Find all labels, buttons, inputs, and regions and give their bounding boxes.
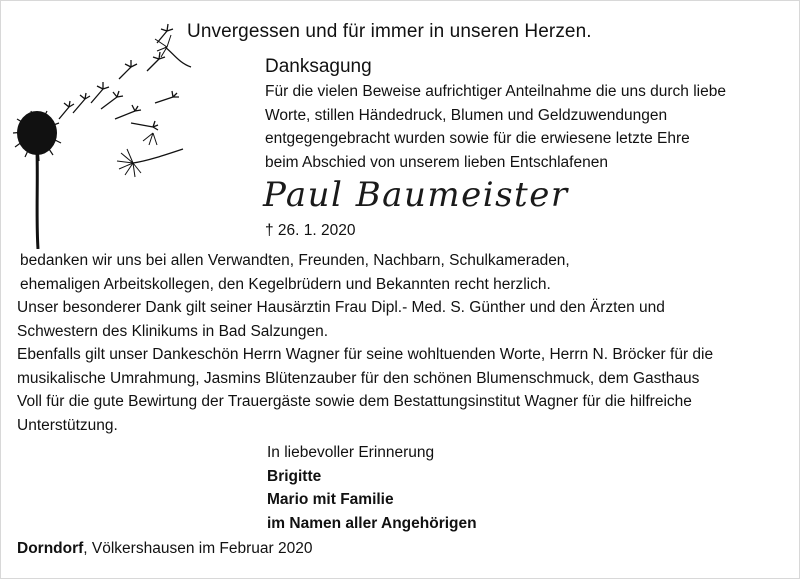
- closing-block: [267, 441, 477, 535]
- intro-line: entgegengebracht wurden sowie für die erwiesene letzte Ehre: [265, 130, 690, 147]
- heading-danksagung: Danksagung: [265, 56, 372, 77]
- body-line: ehemaligen Arbeitskollegen, den Kegelbrüdern und Bekannten recht herzlich.: [20, 275, 551, 293]
- closing-phrase: In liebevoller Erinnerung: [267, 444, 435, 461]
- place-town: Dorndorf: [17, 540, 84, 557]
- intro-line: Für die vielen Beweise aufrichtiger Anteilnahme die uns durch liebe: [265, 83, 726, 100]
- body-line: Ebenfalls gilt unser Dankeschön Herrn Wagner für seine wohltuenden Worte, Herrn N. Bröcker für die: [17, 346, 714, 363]
- deceased-name: Paul Baumeister: [263, 175, 569, 215]
- place-rest: , Völkershausen im Februar 2020: [83, 540, 313, 557]
- dandelion-icon: [7, 23, 207, 249]
- signatory: Mario mit Familie: [267, 491, 394, 508]
- motto: Unvergessen und für immer in unseren Herzen.: [187, 21, 592, 42]
- signatory: im Namen aller Angehörigen: [267, 514, 477, 532]
- body-line: Schwestern des Klinikums in Bad Salzungen.: [17, 322, 329, 340]
- death-date: † 26. 1. 2020: [265, 222, 356, 239]
- body-line: Unser besonderer Dank gilt seiner Hausärztin Frau Dipl.- Med. S. Günther und den Ärzten und: [17, 299, 665, 316]
- thanks-paragraph: [17, 249, 792, 437]
- body-line: Unterstützung.: [17, 416, 118, 434]
- place-and-date: [17, 540, 312, 558]
- signatory: Brigitte: [267, 467, 322, 485]
- intro-paragraph: [265, 80, 795, 174]
- intro-line: beim Abschied von unserem lieben Entschlafenen: [265, 153, 608, 171]
- body-line: bedanken wir uns bei allen Verwandten, Freunden, Nachbarn, Schulkameraden,: [20, 252, 570, 269]
- intro-line: Worte, stillen Händedruck, Blumen und Geldzuwendungen: [265, 106, 668, 124]
- body-line: musikalische Umrahmung, Jasmins Blütenzauber für den schönen Blumenschmuck, dem Gasthaus: [17, 369, 700, 387]
- body-line: Voll für die gute Bewirtung der Trauergäste sowie dem Bestattungsinstitut Wagner für die hilfreiche: [17, 393, 692, 410]
